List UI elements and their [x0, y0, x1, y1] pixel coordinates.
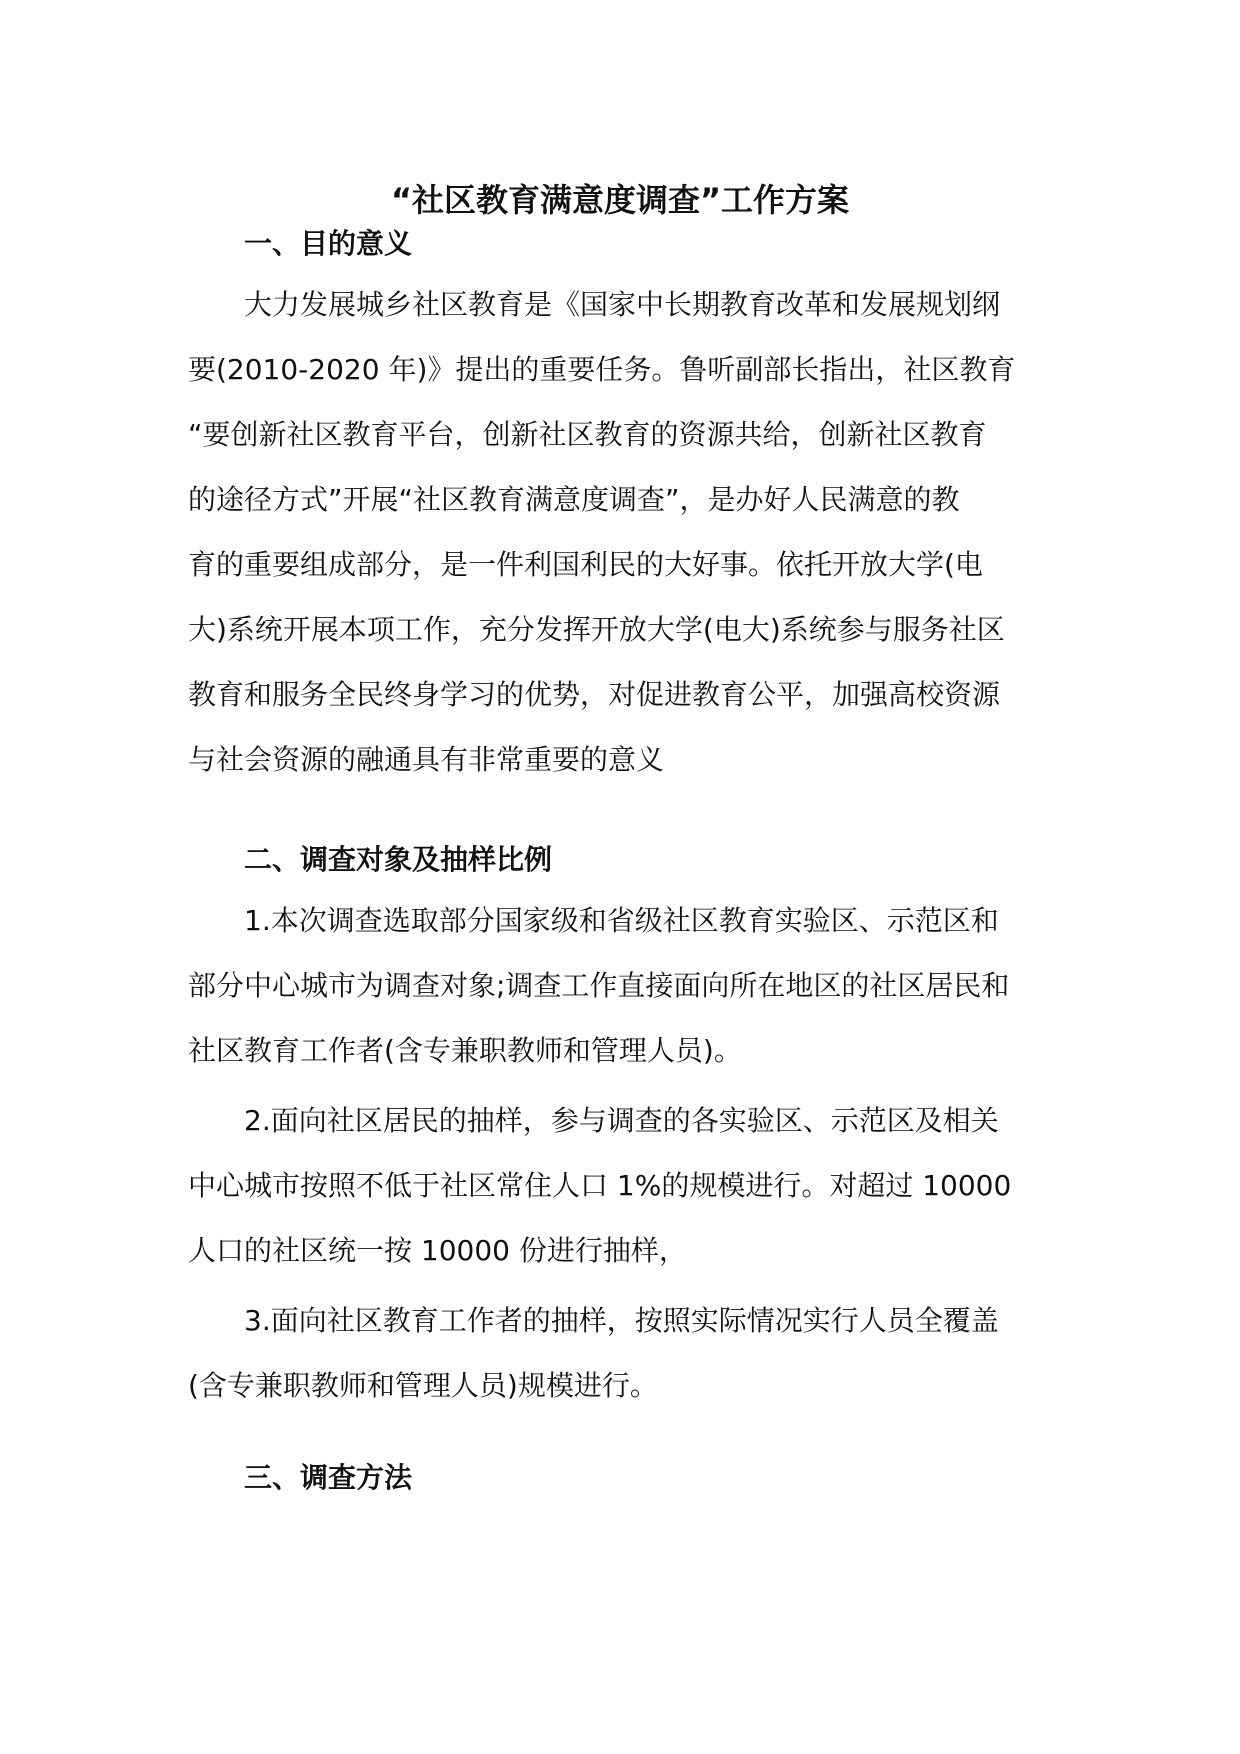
paragraph-line: 大力发展城乡社区教育是《国家中长期教育改革和发展规划纲: [244, 288, 1001, 321]
paragraph-line: 教育和服务全民终身学习的优势，对促进教育公平，加强高校资源: [188, 678, 1001, 711]
paragraph-line: 2.面向社区居民的抽样，参与调查的各实验区、示范区及相关: [244, 1104, 999, 1137]
paragraph-line: 与社会资源的融通具有非常重要的意义: [188, 743, 665, 776]
paragraph-item-1: [188, 888, 1068, 1083]
paragraph-line: 中心城市按照不低于社区常住人口 1%的规模进行。对超过 10000: [188, 1169, 1012, 1202]
paragraph-line: 的途径方式”开展“社区教育满意度调查”，是办好人民满意的教: [188, 483, 960, 516]
paragraph-line: 育的重要组成部分，是一件利国利民的大好事。依托开放大学(电: [188, 548, 983, 581]
section-heading-purpose: 一、目的意义: [244, 227, 413, 260]
paragraph-line: 人口的社区统一按 10000 份进行抽样，: [188, 1234, 687, 1267]
paragraph-line: 3.面向社区教育工作者的抽样，按照实际情况实行人员全覆盖: [244, 1304, 999, 1337]
section-heading-subjects: 二、调查对象及抽样比例: [244, 843, 553, 876]
paragraph-line: 社区教育工作者(含专兼职教师和管理人员)。: [188, 1034, 742, 1067]
paragraph-line: 部分中心城市为调查对象;调查工作直接面向所在地区的社区居民和: [188, 969, 1010, 1002]
section-heading-method: 三、调查方法: [244, 1461, 413, 1494]
paragraph-line: 大)系统开展本项工作，充分发挥开放大学(电大)系统参与服务社区: [188, 613, 1005, 646]
paragraph-line: “要创新社区教育平台，创新社区教育的资源共给，创新社区教育: [188, 418, 987, 451]
paragraph-item-2: [188, 1088, 1068, 1283]
paragraph-item-3: [188, 1288, 1068, 1418]
paragraph-purpose: [188, 272, 1068, 792]
paragraph-line: 1.本次调查选取部分国家级和省级社区教育实验区、示范区和: [244, 904, 999, 937]
paragraph-line: 要(2010-2020 年)》提出的重要任务。鲁听副部长指出，社区教育: [188, 353, 1016, 386]
paragraph-line: (含专兼职教师和管理人员)规模进行。: [188, 1369, 658, 1402]
document-title: “社区教育满意度调查”工作方案: [390, 181, 850, 219]
